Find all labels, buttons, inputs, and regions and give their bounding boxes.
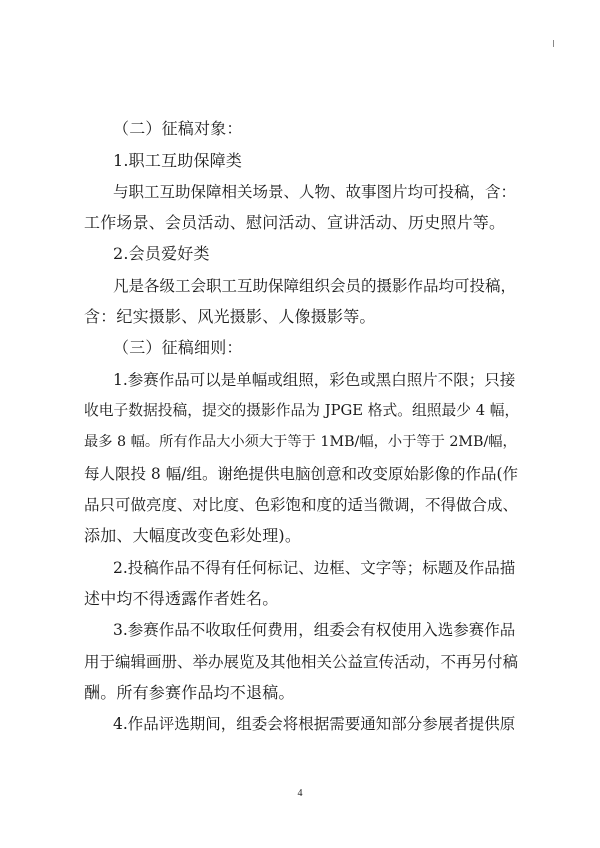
paragraph-line: 与职工互助保障相关场景、人物、故事图片均可投稿，含： bbox=[113, 183, 517, 201]
paragraph-line: 品只可做亮度、对比度、色彩饱和度的适当微调，不得做合成、 bbox=[84, 496, 519, 514]
paragraph-line: 3.参赛作品不收取任何费用，组委会有权使用入选参赛作品 bbox=[113, 621, 516, 639]
paragraph-line: 用于编辑画册、举办展览及其他相关公益宣传活动，不再另付稿 bbox=[84, 653, 519, 671]
scan-mark bbox=[553, 40, 554, 47]
paragraph-line: 4.作品评选期间，组委会将根据需要通知部分参展者提供原 bbox=[113, 715, 516, 733]
paragraph-line: 述中均不得透露作者姓名。 bbox=[84, 589, 279, 608]
page-number: 4 bbox=[297, 788, 303, 799]
paragraph-line: 含：纪实摄影、风光摄影、人像摄影等。 bbox=[84, 307, 376, 326]
paragraph-line: 收电子数据投稿，提交的摄影作品为 JPGE 格式。组照最少 4 幅， bbox=[84, 402, 520, 419]
category-2-heading: 2.会员爱好类 bbox=[113, 244, 210, 263]
section-heading-3: （三）征稿细则： bbox=[113, 338, 243, 357]
paragraph-line: 最多 8 幅。所有作品大小须大于等于 1MB/幅，小于等于 2MB/幅， bbox=[84, 434, 517, 450]
section-heading-2: （二）征稿对象： bbox=[113, 119, 243, 138]
paragraph-line: 工作场景、会员活动、慰问活动、宣讲活动、历史照片等。 bbox=[84, 213, 506, 232]
paragraph-line: 添加、大幅度改变色彩处理)。 bbox=[84, 526, 302, 545]
paragraph-line: 凡是各级工会职工互助保障组织会员的摄影作品均可投稿， bbox=[113, 277, 517, 295]
category-1-heading: 1.职工互助保障类 bbox=[113, 151, 243, 170]
paragraph-line: 酬。所有参赛作品均不退稿。 bbox=[84, 683, 295, 702]
paragraph-line: 2.投稿作品不得有任何标记、边框、文字等；标题及作品描 bbox=[113, 559, 516, 577]
paragraph-line: 1.参赛作品可以是单幅或组照，彩色或黑白照片不限；只接 bbox=[113, 371, 516, 389]
paragraph-line: 每人限投 8 幅/组。谢绝提供电脑创意和改变原始影像的作品(作 bbox=[84, 465, 518, 483]
